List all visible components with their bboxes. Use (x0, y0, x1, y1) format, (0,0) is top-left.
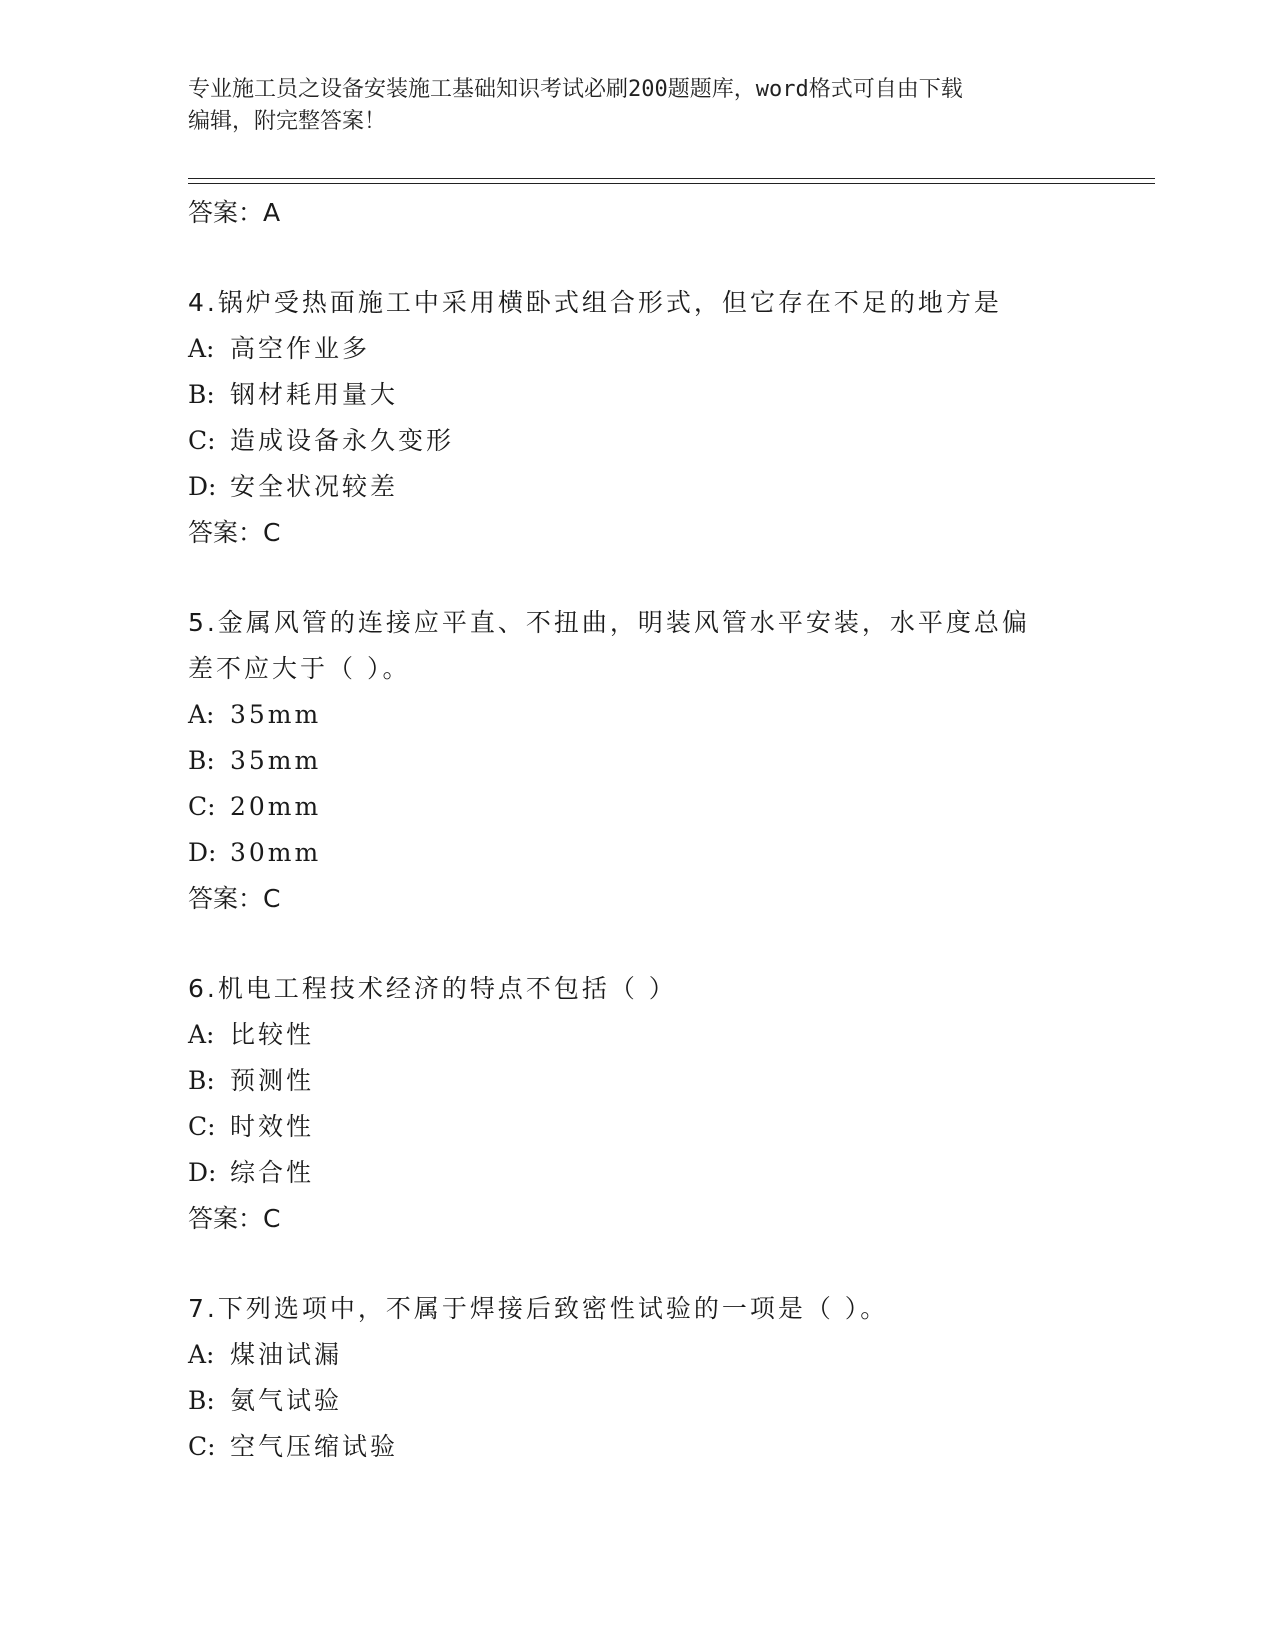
option-key: D: (188, 1158, 217, 1187)
option-text: 钢材耗用量大 (230, 380, 399, 409)
option-item (188, 418, 1088, 464)
question-item (188, 966, 1088, 1242)
option-key: B: (188, 380, 215, 409)
option-key: D: (188, 838, 217, 867)
header-divider-bottom (188, 183, 1155, 184)
option-text: 时效性 (230, 1112, 315, 1141)
option-key: A: (188, 700, 215, 729)
option-item (188, 1058, 1088, 1104)
option-key: C: (188, 1112, 216, 1141)
question-text (188, 600, 1088, 692)
option-item (188, 784, 1088, 830)
document-header (188, 74, 1068, 138)
answer-line: 答案：C (188, 884, 281, 913)
question-item (188, 1286, 1088, 1470)
header-divider-top (188, 178, 1155, 179)
option-item (188, 1012, 1088, 1058)
option-key: B: (188, 1066, 215, 1095)
question-text-line: 4.锅炉受热面施工中采用横卧式组合形式，但它存在不足的地方是 (188, 288, 1002, 317)
question-text (188, 966, 1088, 1012)
previous-answer: 答案：A (188, 198, 281, 227)
option-text: 20mm (230, 792, 322, 821)
option-text: 安全状况较差 (230, 472, 399, 501)
option-item (188, 372, 1088, 418)
question-text (188, 280, 1088, 326)
header-line-2: 编辑，附完整答案！ (188, 109, 387, 134)
question-text-line: 7.下列选项中，不属于焊接后致密性试验的一项是（ ）。 (188, 1294, 889, 1323)
option-item (188, 1150, 1088, 1196)
option-item (188, 326, 1088, 372)
answer-line: 答案：C (188, 518, 281, 547)
option-key: A: (188, 1340, 215, 1369)
option-text: 比较性 (230, 1020, 315, 1049)
question-text (188, 1286, 1088, 1332)
option-text: 综合性 (230, 1158, 315, 1187)
option-key: A: (188, 1020, 215, 1049)
option-item (188, 738, 1088, 784)
option-key: C: (188, 1432, 216, 1461)
option-text: 造成设备永久变形 (230, 426, 455, 455)
answer-line: 答案：C (188, 1204, 281, 1233)
option-text: 高空作业多 (230, 334, 371, 363)
option-text: 35mm (230, 746, 322, 775)
option-item (188, 692, 1088, 738)
option-item (188, 1424, 1088, 1470)
option-text: 30mm (230, 838, 322, 867)
option-key: B: (188, 746, 215, 775)
option-key: D: (188, 472, 217, 501)
question-item (188, 280, 1088, 556)
option-item (188, 464, 1088, 510)
option-text: 空气压缩试验 (230, 1432, 399, 1461)
option-item (188, 1332, 1088, 1378)
option-key: C: (188, 792, 216, 821)
option-text: 氨气试验 (230, 1386, 343, 1415)
option-key: A: (188, 334, 215, 363)
option-text: 35mm (230, 700, 322, 729)
question-item (188, 600, 1088, 922)
header-line-1: 专业施工员之设备安装施工基础知识考试必刷200题题库，word格式可自由下载 (188, 77, 963, 102)
option-key: C: (188, 426, 216, 455)
question-list (188, 190, 1088, 1470)
option-item (188, 830, 1088, 876)
option-key: B: (188, 1386, 215, 1415)
question-text-line: 差不应大于（ ）。 (188, 654, 411, 683)
option-item (188, 1104, 1088, 1150)
option-text: 预测性 (230, 1066, 315, 1095)
question-text-line: 5.金属风管的连接应平直、不扭曲，明装风管水平安装，水平度总偏 (188, 608, 1030, 637)
question-text-line: 6.机电工程技术经济的特点不包括（ ） (188, 974, 677, 1003)
option-text: 煤油试漏 (230, 1340, 343, 1369)
option-item (188, 1378, 1088, 1424)
